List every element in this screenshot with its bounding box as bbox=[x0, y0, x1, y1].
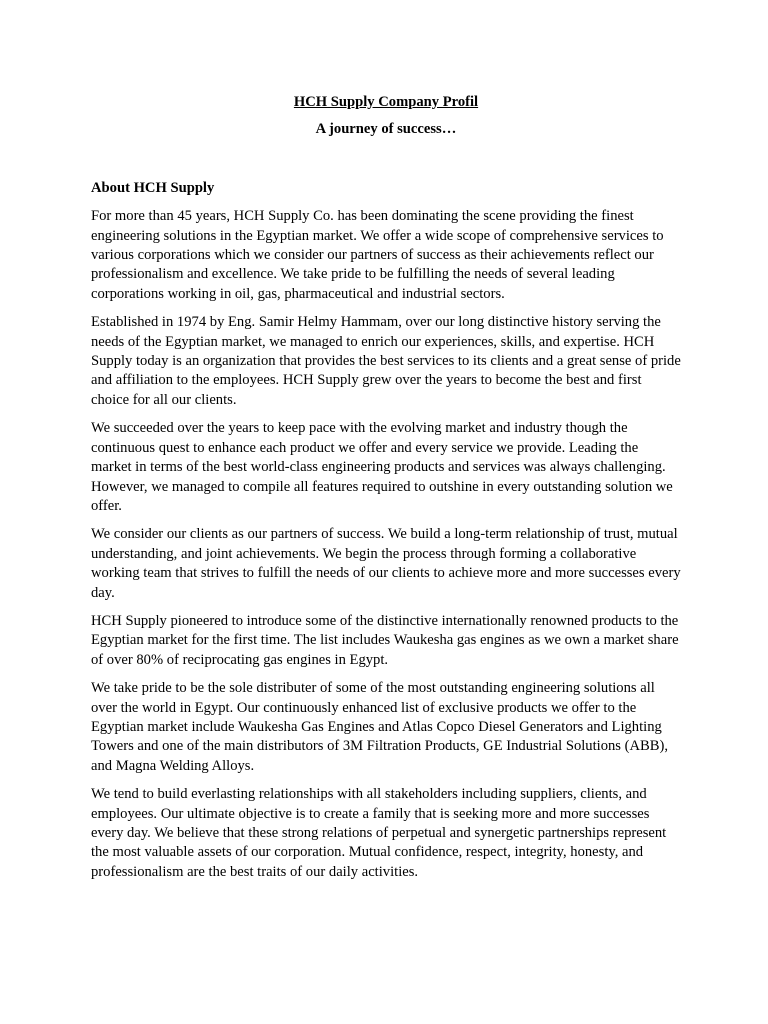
paragraph-2: Established in 1974 by Eng. Samir Helmy Hammam, over our long distinctive history serving the needs of the Egyptian market, we managed to enrich our experiences, skills, and expertise. HCH Supply today is an organization that provides the best services to its clients and a great sense of pride and affiliation to the employees. HCH Supply grew over the years to become the best and first choice for all our clients. bbox=[91, 314, 681, 408]
paragraph-7: We tend to build everlasting relationships with all stakeholders including suppliers, clients, and employees. Our ultimate objective is to create a family that is seeking more and more successes every day. We believe that these strong relations of perpetual and synergetic partnerships represent the most valuable assets of our corporation. Mutual confidence, respect, integrity, honesty, and professionalism are the best traits of our daily activities. bbox=[91, 786, 667, 880]
paragraph-1: For more than 45 years, HCH Supply Co. has been dominating the scene providing the finest engineering solutions in the Egyptian market. We offer a wide scope of comprehensive services to various corporations which we consider our partners of success as their achievements reflect our professionalism and excellence. We take pride to be fulfilling the needs of several leading corporations working in oil, gas, pharmaceutical and industrial sectors. bbox=[91, 208, 664, 302]
paragraph-4: We consider our clients as our partners of success. We build a long-term relationship of trust, mutual understanding, and joint achievements. We begin the process through forming a collaborative working team that strives to fulfill the needs of our clients to achieve more and more successes every day. bbox=[91, 526, 681, 601]
section-heading: About HCH Supply bbox=[91, 179, 215, 196]
document-subtitle: A journey of success… bbox=[315, 121, 457, 138]
paragraph-5: HCH Supply pioneered to introduce some of the distinctive internationally renowned products to the Egyptian market for the first time. The list includes Waukesha gas engines as we own a market share of over 80% of reciprocating gas engines in Egypt. bbox=[91, 612, 679, 668]
paragraph-6: We take pride to be the sole distributer of some of the most outstanding engineering solutions all over the world in Egypt. Our continuously enhanced list of exclusive products we offer to the Egyptian market include Waukesha Gas Engines and Atlas Copco Diesel Generators and Lighting Towers and one of the main distributors of 3M Filtration Products, GE Industrial Solutions (ABB), and Magna Welding Alloys. bbox=[91, 680, 669, 774]
paragraph-3: We succeeded over the years to keep pace with the evolving market and industry though the continuous quest to enhance each product we offer and every service we provide. Leading the market in terms of the best world-class engineering products and services was always challenging. However, we managed to compile all features required to outshine in every outstanding solution we offer. bbox=[91, 420, 673, 514]
document-title: HCH Supply Company Profil bbox=[293, 94, 479, 110]
document-page bbox=[91, 93, 681, 891]
